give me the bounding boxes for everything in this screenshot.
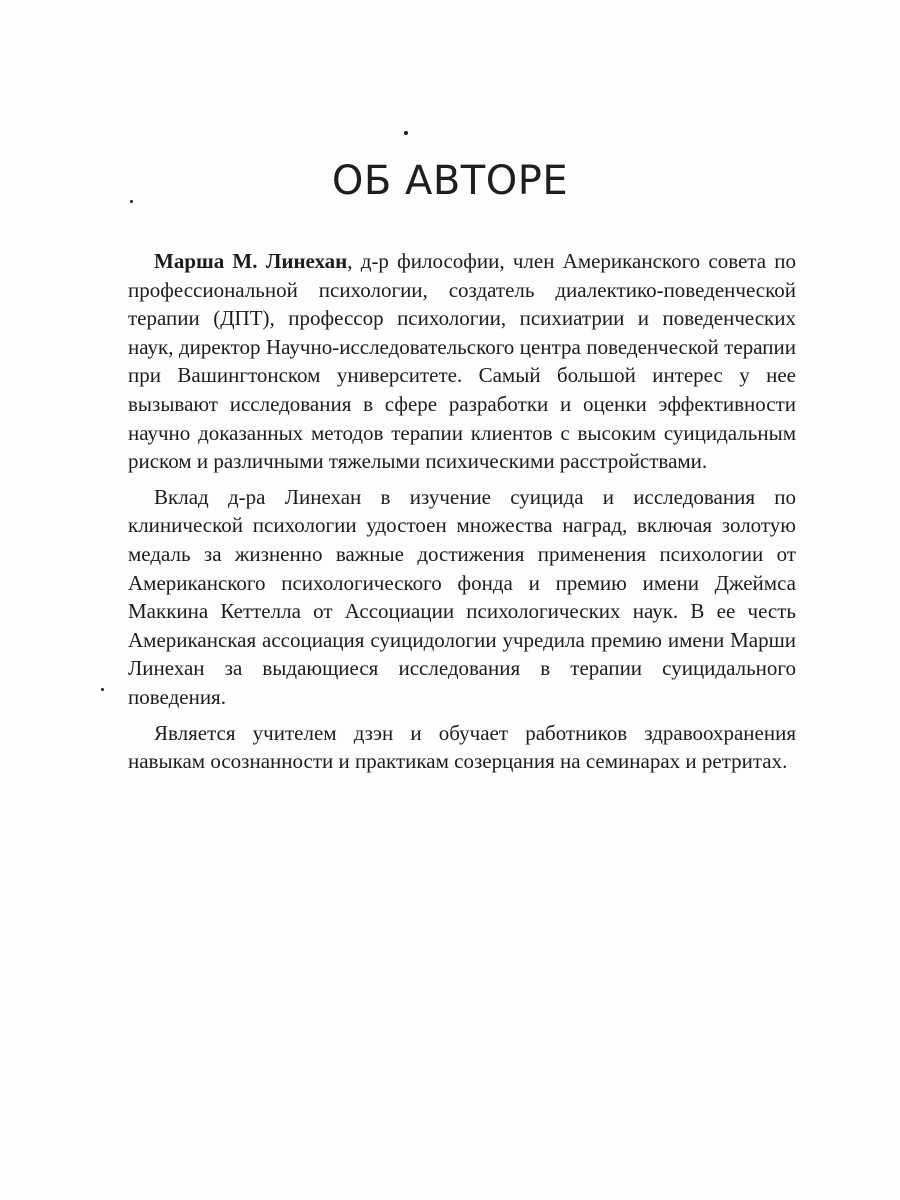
bio-paragraph-2: Вклад д-ра Линехан в изучение суицида и исследования по клинической психологии удостоен множества наград, включая золотую медаль за жизненно важные достижения применения психологии от Американского психологического фонда и премию имени Джеймса Маккина Кеттелла от Ассоциации психологических наук. В ее честь Американская ассоциация суицидологии учредила премию имени Марши Линехан за выдающиеся исследования в терапии суицидального поведения. [128,484,796,709]
bio-paragraph-3: Является учителем дзэн и обучает работников здравоохранения навыкам осознанности и практикам созерцания на семинарах и ретритах. [128,720,796,774]
bio-paragraph-1 [128,247,796,476]
print-speck [404,131,408,135]
page-title: ОБ АВТОРЕ [331,158,569,204]
print-speck [101,688,104,691]
author-bio [128,247,796,783]
bio-paragraph-1-text: , д-р философии, член Американского совета по профессиональной психологии, создатель диалектико-поведенческой терапии (ДПТ), профессор психологии, психиатрии и поведенческих наук, директор Научно-исследовательского центра поведенческой терапии при Вашингтонском университете. Самый большой интерес у нее вызывают исследования в сфере разработки и оценки эффективности научно доказанных методов терапии клиентов с высоким суицидальным риском и различными тяжелыми психическими расстройствами. [128,249,797,474]
author-name: Марша М. Линехан [154,249,348,273]
